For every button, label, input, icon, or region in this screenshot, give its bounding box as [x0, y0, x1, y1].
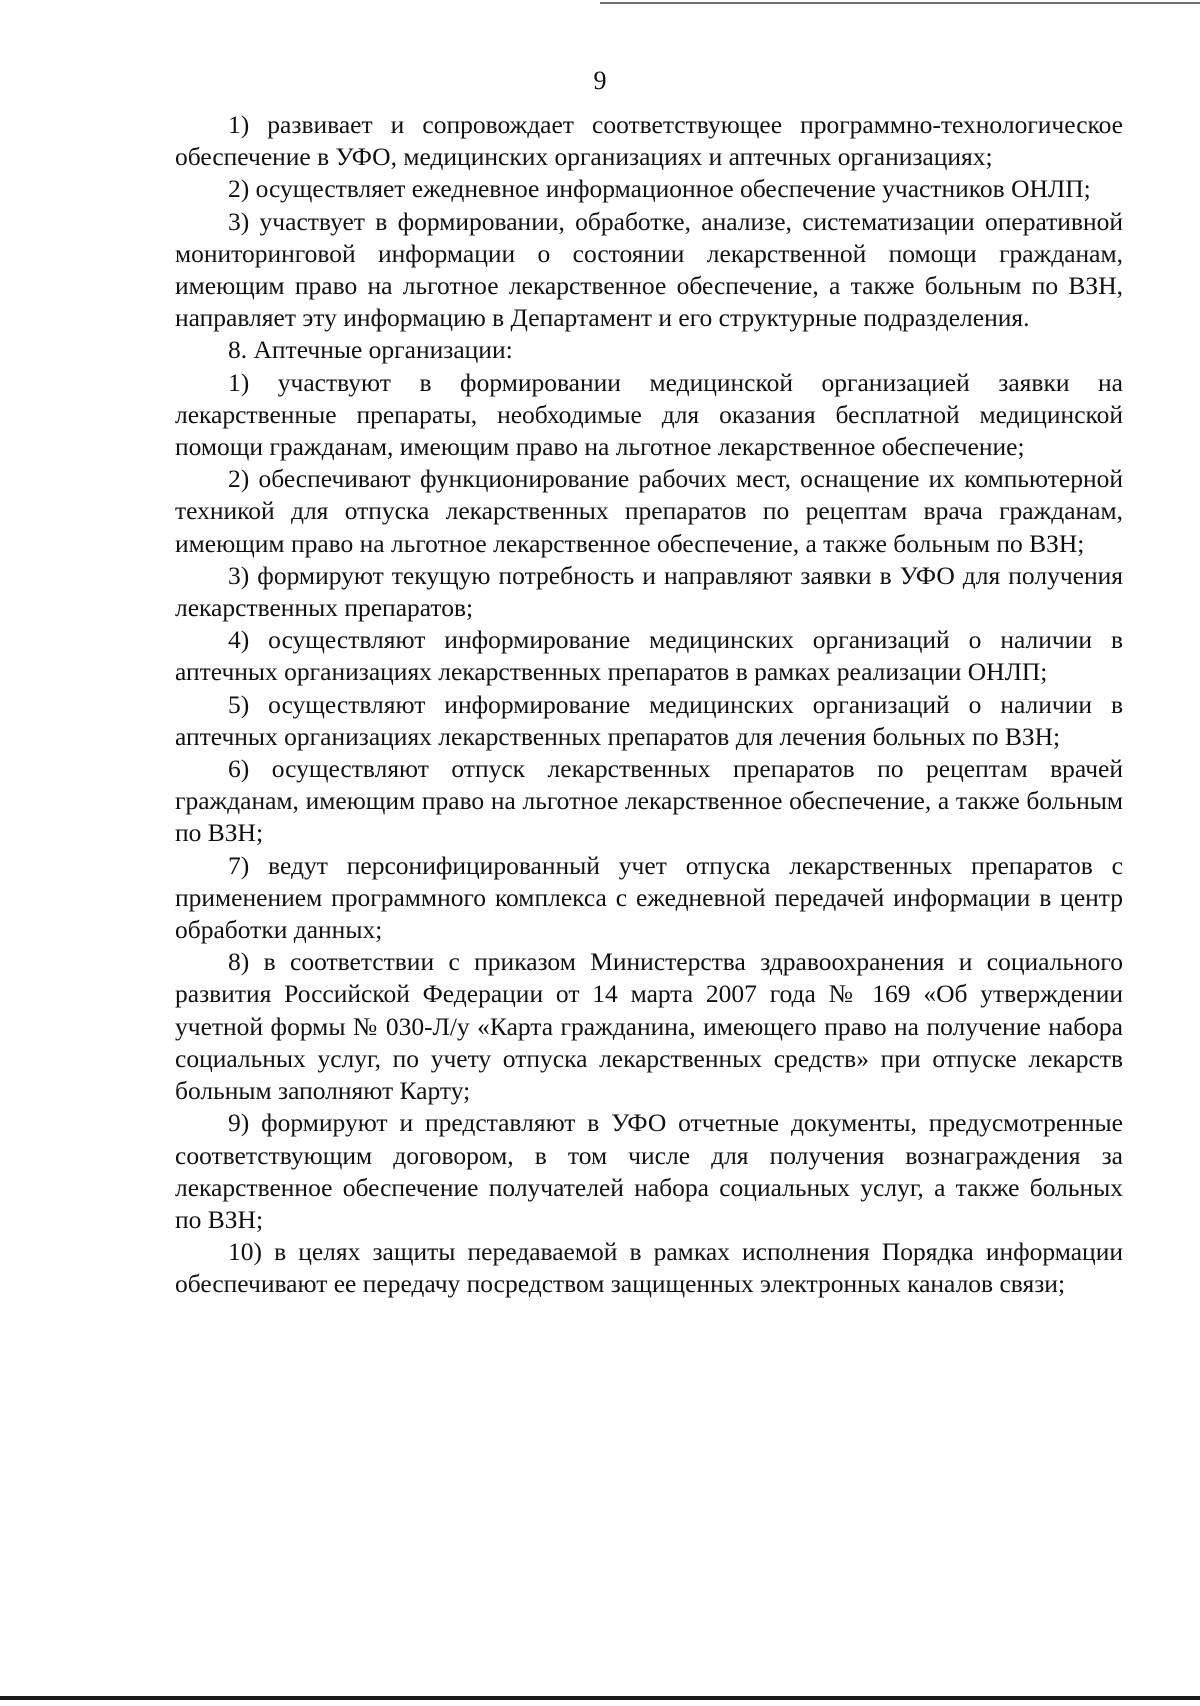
top-border-line	[600, 2, 1200, 4]
paragraph-item-6: 6) осуществляют отпуск лекарственных препаратов по рецептам врачей гражданам, имеющим право на льготное лекарственное обеспечение, а также больным по ВЗН;	[175, 754, 1123, 848]
paragraph-item-7: 7) ведут персонифицированный учет отпуска лекарственных препаратов с применением программного комплекса с ежедневной передачей информации в центр обработки данных;	[175, 850, 1123, 945]
paragraph-item-3: 3) формируют текущую потребность и направляют заявки в УФО для получения лекарственных препаратов;	[175, 560, 1123, 623]
paragraph-item-5: 5) осуществляют информирование медицинских организаций о наличии в аптечных организациях лекарственных препаратов для лечения больных по ВЗН;	[175, 689, 1123, 751]
paragraph-item-4: 4) осуществляют информирование медицинских организаций о наличии в аптечных организациях лекарственных препаратов в рамках реализации ОНЛП;	[175, 625, 1123, 687]
bottom-border-line	[0, 1696, 1200, 1700]
document-body	[175, 109, 1123, 1301]
paragraph-item-8: 8) в соответствии с приказом Министерства здравоохранения и социального развития Российской Федерации от 14 марта 2007 года № 169 «Об утверждении учетной формы № 030-Л/у «Карта гражданина, имеющего право на получение набора социальных услуг, по учету отпуска лекарственных средств» при отпуске лекарств больным заполняют Карту;	[175, 947, 1123, 1106]
paragraph-item-2: 2) осуществляет ежедневное информационное обеспечение участников ОНЛП;	[228, 174, 1091, 204]
paragraph-item-1: 1) участвуют в формировании медицинской организацией заявки на лекарственные препараты, необходимые для оказания бесплатной медицинской помощи гражданам, имеющим право на льготное лекарственное обеспечение;	[175, 367, 1123, 462]
page-number: 9	[593, 66, 607, 95]
paragraph-item-10: 10) в целях защиты передаваемой в рамках исполнения Порядка информации обеспечивают ее передачу посредством защищенных электронных каналов связи;	[175, 1237, 1123, 1299]
paragraph-item-9: 9) формируют и представляют в УФО отчетные документы, предусмотренные соответствующим договором, в том числе для получения вознаграждения за лекарственное обеспечение получателей набора социальных услуг, а также больных по ВЗН;	[175, 1108, 1123, 1234]
paragraph-item-1: 1) развивает и сопровождает соответствующее программно-технологическое обеспечение в УФО, медицинских организациях и аптечных организациях;	[175, 110, 1123, 172]
section-heading-8: 8. Аптечные организации:	[228, 335, 513, 365]
paragraph-item-3: 3) участвует в формировании, обработке, анализе, систематизации оперативной мониторинговой информации о состоянии лекарственной помощи гражданам, имеющим право на льготное лекарственное обеспечение, а также больным по ВЗН, направляет эту информацию в Департамент и его структурные подразделения.	[175, 206, 1123, 333]
paragraph-item-2: 2) обеспечивают функционирование рабочих мест, оснащение их компьютерной техникой для отпуска лекарственных препаратов по рецептам врача гражданам, имеющим право на льготное лекарственное обеспечение, а также больным по ВЗН;	[175, 464, 1123, 558]
